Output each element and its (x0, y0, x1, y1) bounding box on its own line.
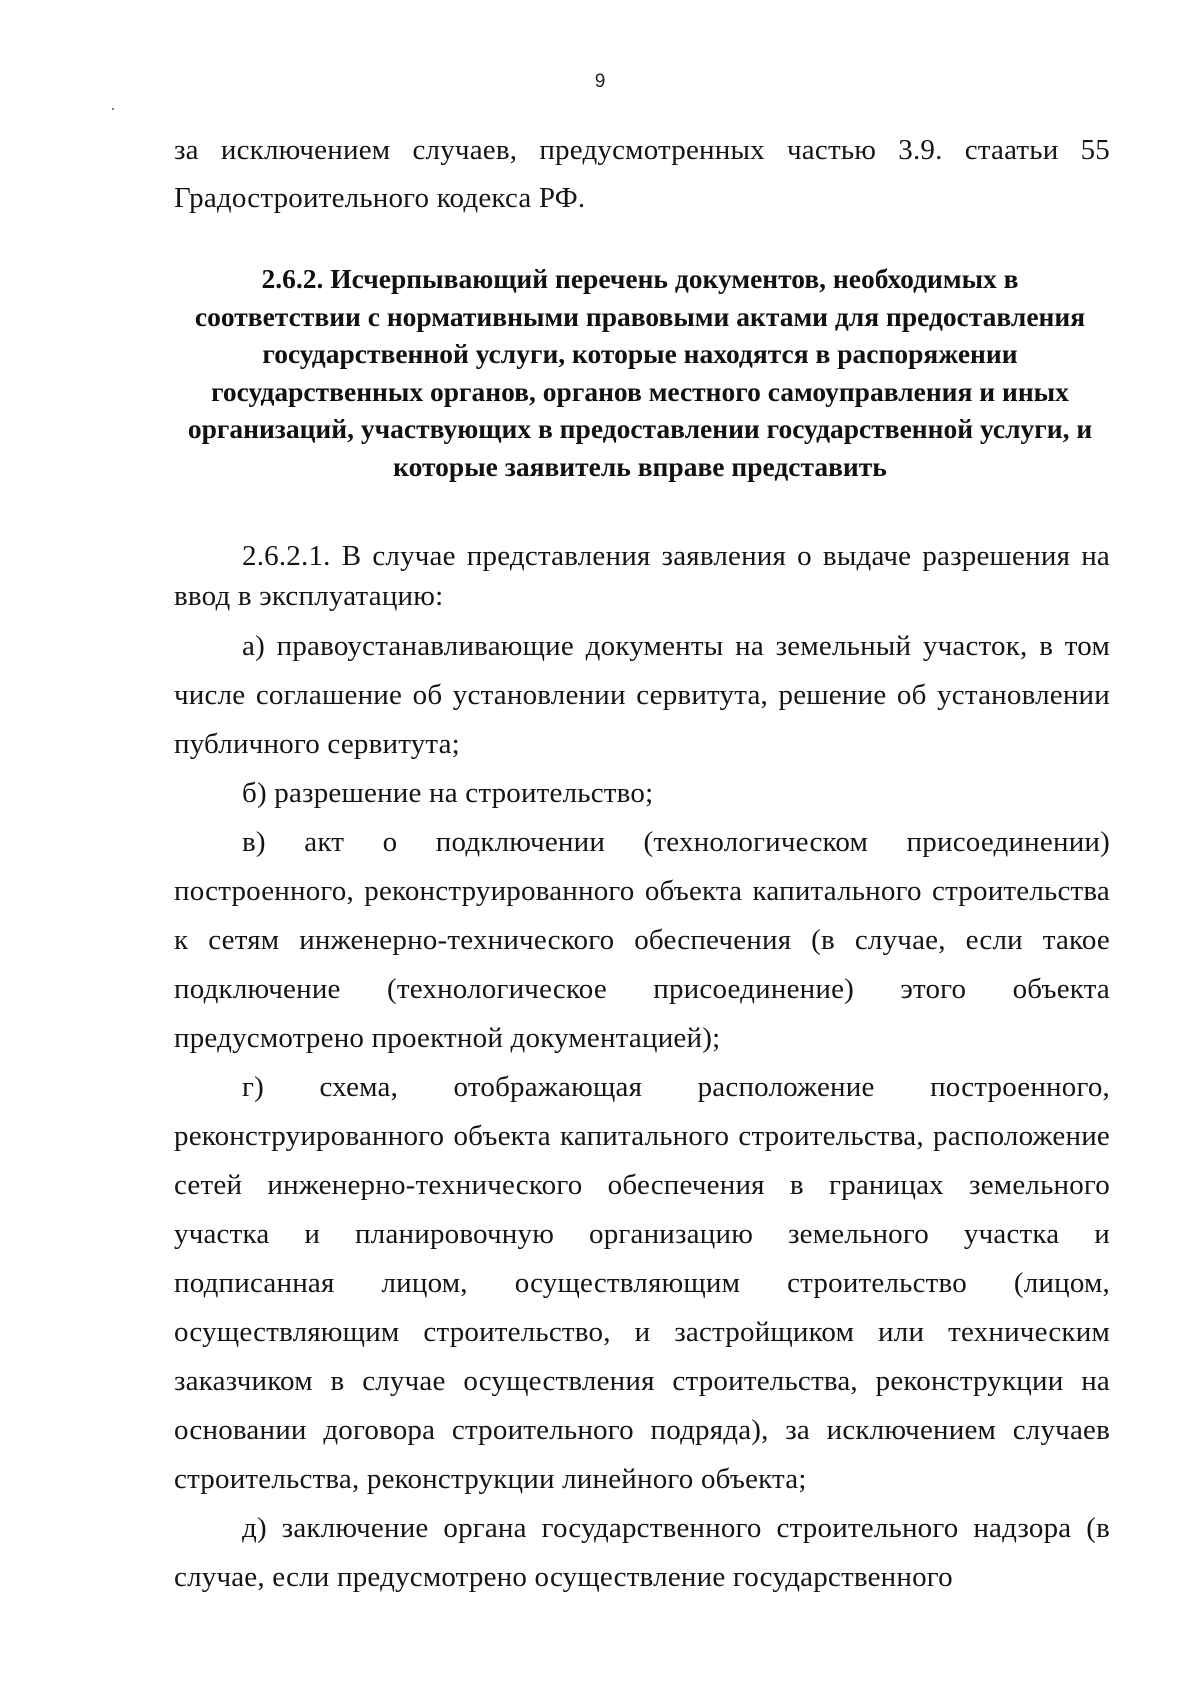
heading-line: государственной услуги, которые находятся в распоряжении (262, 338, 1018, 369)
section-intro-paragraph: 2.6.2.1. В случае представления заявления о выдаче разрешения на ввод в эксплуатацию: (174, 540, 1110, 612)
heading-line: организаций, участвующих в предоставлении государственной услуги, и (187, 413, 1093, 444)
section-heading (150, 260, 1130, 485)
intro-paragraph-block (174, 126, 1110, 222)
list-item-b: б) разрешение на строительство; (242, 777, 654, 809)
page-number: 9 (594, 71, 606, 92)
heading-line: государственных органов, органов местного самоуправления и иных (211, 375, 1069, 407)
heading-line: которые заявитель вправе представить (393, 450, 887, 482)
section-body (174, 536, 1110, 1602)
heading-line: 2.6.2. Исчерпывающий перечень документов, необходимых в (261, 263, 1019, 294)
list-item-v: в) акт о подключении (технологическом присоединении) построенного, реконструированного объекта капитального строительства к сетям инженерно-технического обеспечения (в случае, если такое подключение (технологическое присоединение) этого объекта предусмотрено проектной документацией); (174, 826, 1110, 1054)
list-item-g: г) схема, отображающая расположение построенного, реконструированного объекта капитального строительства, расположение сетей инженерно-технического обеспечения в границах земельного участка и планировочную организацию земельного участка и подписанная лицом, осуществляющим строительство (лицом, осуществляющим строительство, и застройщиком или техническим заказчиком в случае осуществления строительства, реконструкции на основании договора строительного подряда), за исключением случаев строительства, реконструкции линейного объекта; (174, 1071, 1110, 1495)
list-item-a: а) правоустанавливающие документы на земельный участок, в том числе соглашение об установлении сервитута, решение об установлении публичного сервитута; (174, 630, 1110, 760)
list-item-d: д) заключение органа государственного строительного надзора (в случае, если предусмотрено осуществление государственного (174, 1512, 1110, 1593)
heading-line: соответствии с нормативными правовыми актами для предоставления (194, 300, 1086, 332)
intro-paragraph: за исключением случаев, предусмотренных частью 3.9. стаатьи 55 Градостроительного кодекса РФ. (174, 134, 1110, 214)
scan-speck (112, 108, 114, 110)
